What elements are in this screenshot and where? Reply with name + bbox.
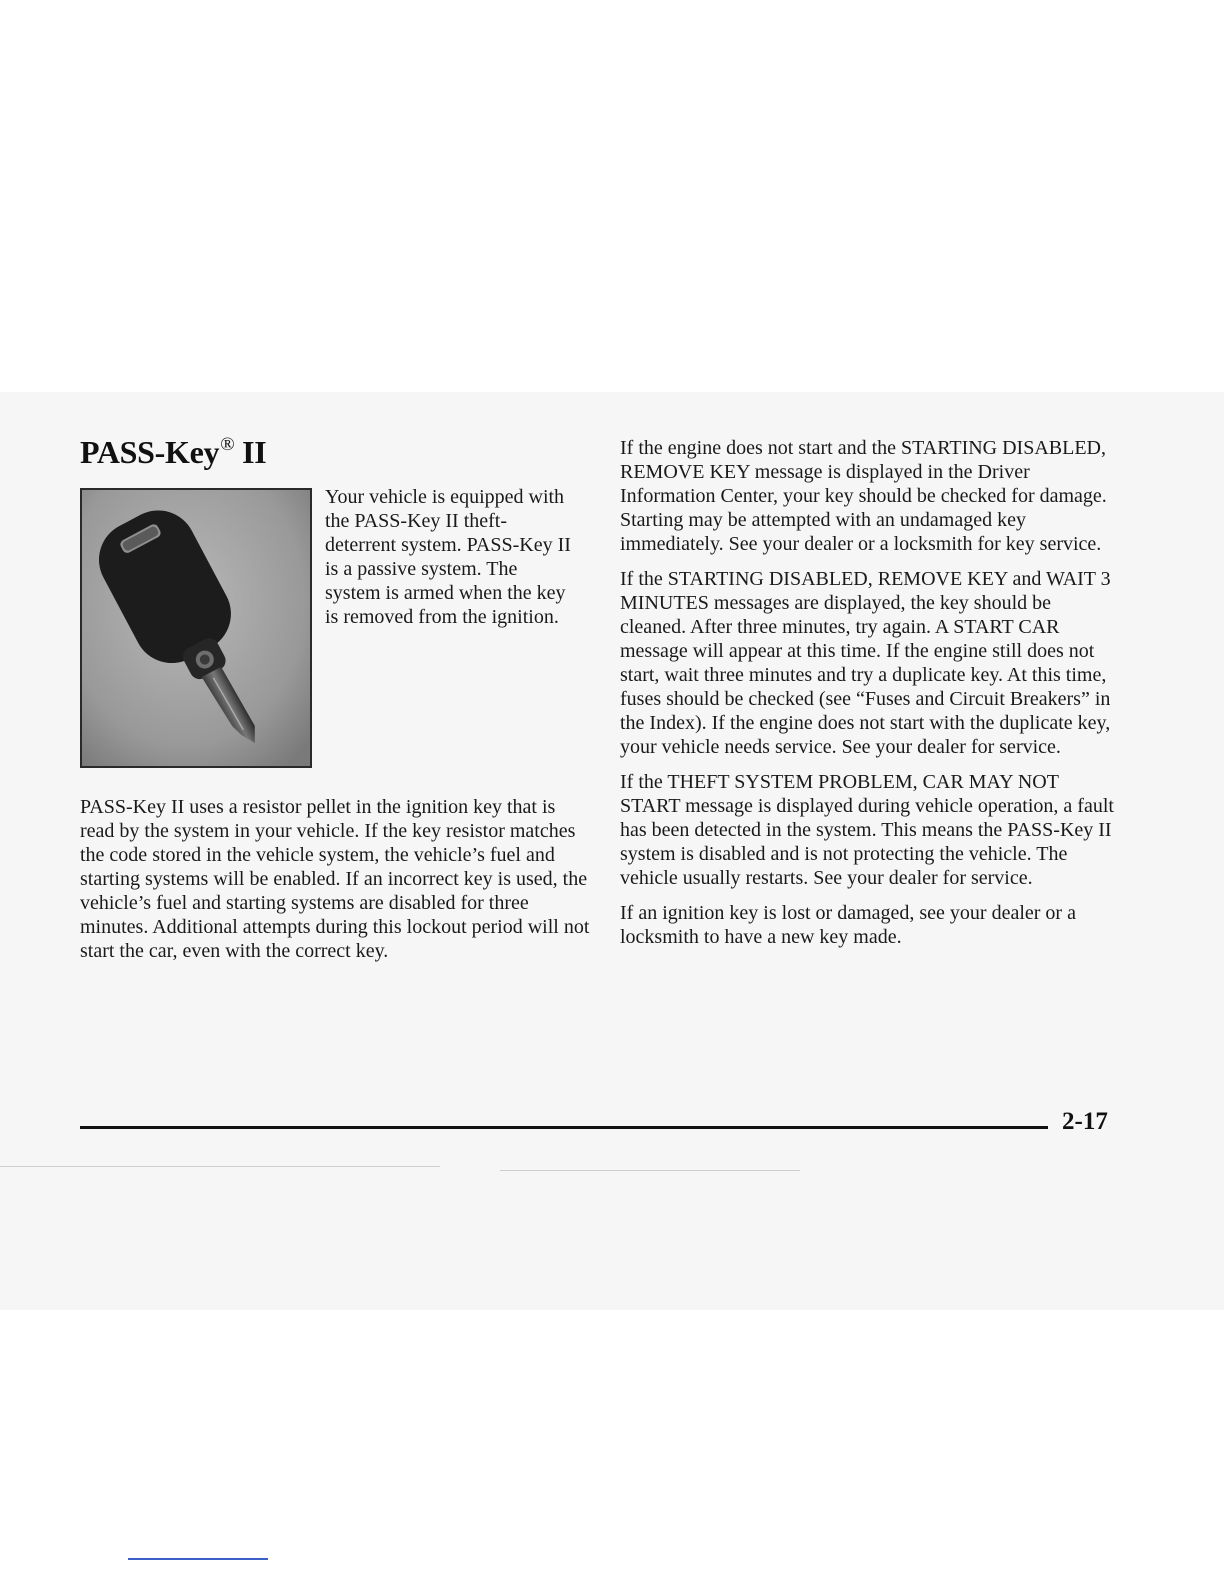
page-number: 2-17	[1062, 1108, 1108, 1135]
right-paragraph-4: If an ignition key is lost or damaged, see your dealer or a locksmith to have a new key made.	[620, 902, 1076, 948]
heading-suffix: II	[234, 434, 267, 470]
footer-rule	[80, 1126, 1048, 1129]
intro-text: Your vehicle is equipped with the PASS-Key II theft-deterrent system. PASS-Key II is a passive system. The system is armed when the key is removed from the ignition.	[325, 486, 571, 628]
registered-mark: ®	[220, 434, 235, 455]
key-photo-icon	[80, 488, 312, 768]
scan-artifact-line	[0, 1166, 440, 1167]
section-heading	[80, 434, 266, 471]
right-column	[620, 436, 1120, 960]
scan-artifact-line	[500, 1170, 800, 1171]
right-paragraph-2: If the STARTING DISABLED, REMOVE KEY and WAIT 3 MINUTES messages are displayed, the key should be cleaned. After three minutes, try again. A START CAR message will appear at this time. If the engine still does not start, wait three minutes and try a duplicate key. At this time, fuses should be checked (see “Fuses and Circuit Breakers” in the Index). If the engine does not start with the duplicate key, your vehicle needs service. See your dealer for service.	[620, 568, 1111, 758]
key-illustration	[82, 490, 310, 766]
bottom-link-underline	[128, 1558, 268, 1560]
right-paragraph-1: If the engine does not start and the STARTING DISABLED, REMOVE KEY message is displayed in the Driver Information Center, your key should be checked for damage. Starting may be attempted with an undamaged key immediately. See your dealer or a locksmith for key service.	[620, 437, 1107, 555]
heading-title: PASS-Key	[80, 434, 220, 470]
right-paragraph-3: If the THEFT SYSTEM PROBLEM, CAR MAY NOT START message is displayed during vehicle operation, a fault has been detected in the system. This means the PASS-Key II system is disabled and is not protecting the vehicle. The vehicle usually restarts. See your dealer for service.	[620, 771, 1114, 889]
left-paragraph: PASS-Key II uses a resistor pellet in the ignition key that is read by the system in your vehicle. If the key resistor matches the code stored in the vehicle system, the vehicle’s fuel and starting systems will be enabled. If an incorrect key is used, the vehicle’s fuel and starting systems are disabled for three minutes. Additional attempts during this lockout period will not start the car, even with the correct key.	[80, 796, 590, 962]
